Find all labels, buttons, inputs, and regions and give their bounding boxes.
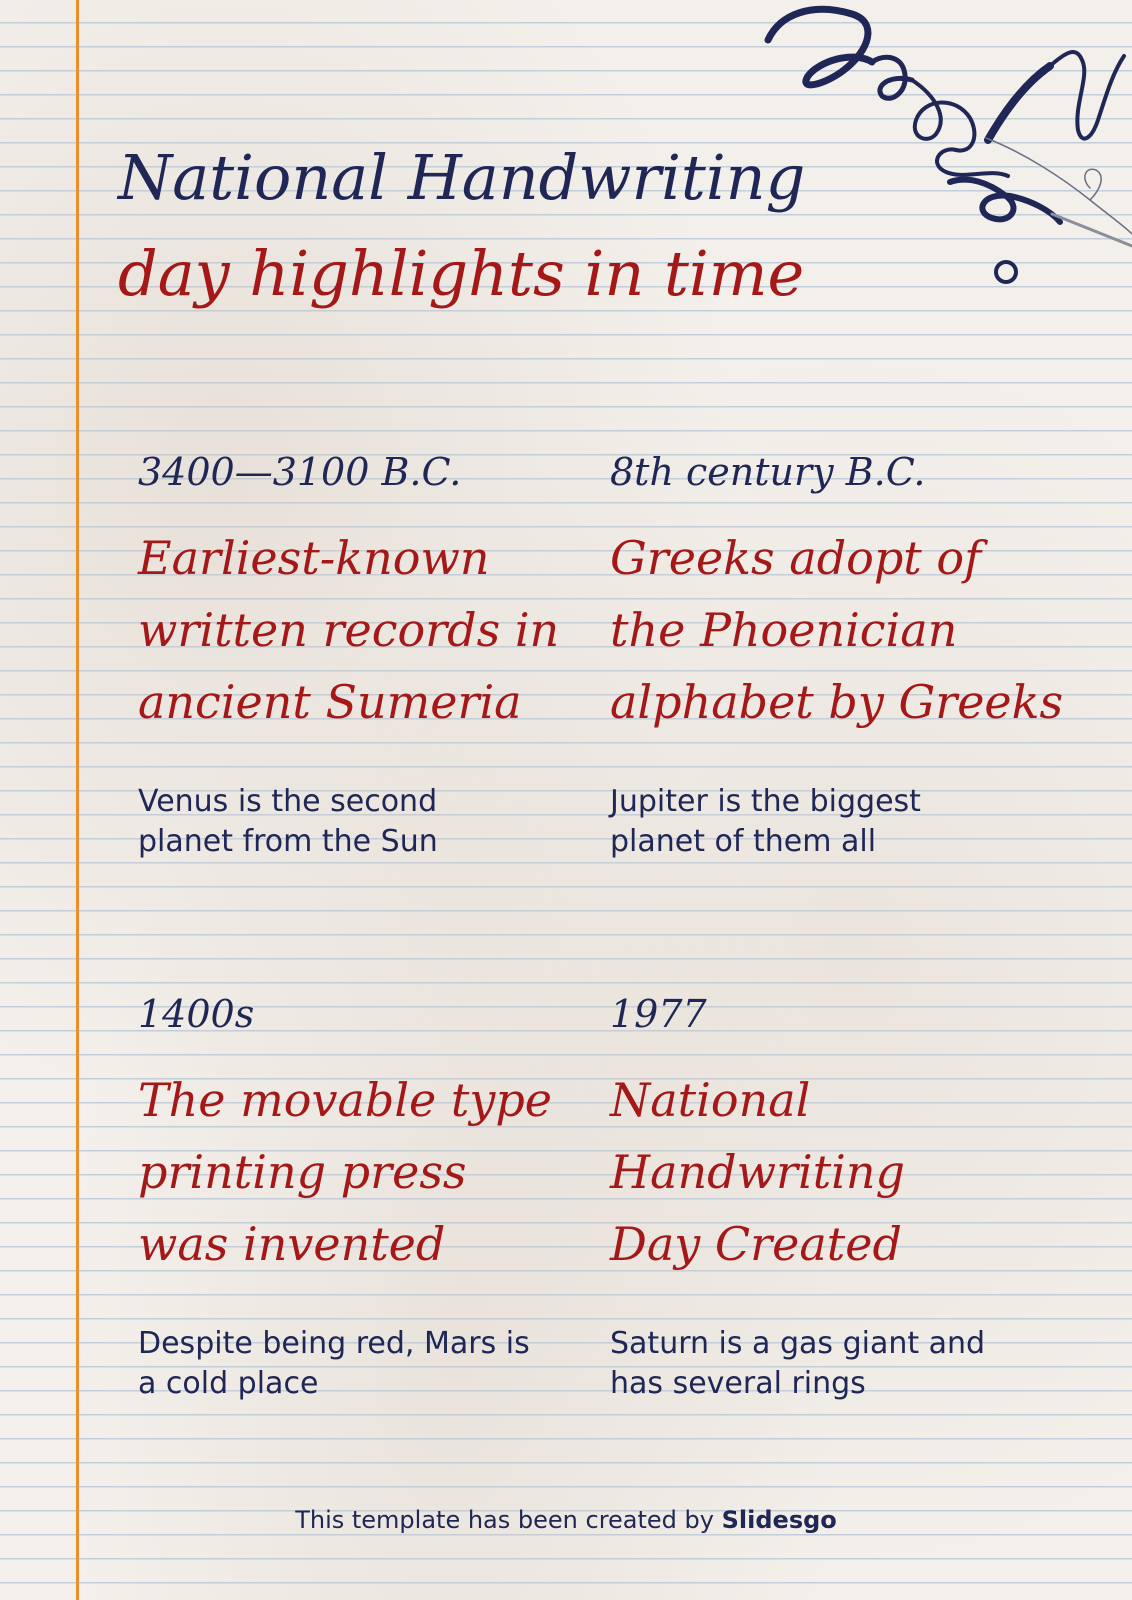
timeline-description-line: planet from the Sun [138, 824, 438, 859]
timeline-description [138, 782, 578, 862]
timeline-heading-line: alphabet by Greeks [610, 675, 1064, 729]
timeline-date: 8th century B.C. [610, 450, 926, 494]
timeline-description-line: has several rings [610, 1366, 866, 1401]
timeline-heading [610, 1064, 1080, 1280]
timeline-date: 1400s [138, 992, 255, 1036]
timeline-heading-line: ancient Sumeria [138, 675, 522, 729]
timeline-heading [610, 522, 1080, 738]
timeline-item-3 [138, 990, 598, 1404]
timeline-item-4 [610, 990, 1080, 1404]
timeline-heading-line: was invented [138, 1217, 446, 1271]
footer-brand-link[interactable]: Slidesgo [721, 1506, 837, 1534]
page-title-line-2: day highlights in time [118, 237, 805, 310]
timeline-date: 3400—3100 B.C. [138, 450, 462, 494]
timeline-heading-line: The movable type [138, 1073, 553, 1127]
footer-text: This template has been created by [295, 1506, 714, 1534]
notebook-margin-line [76, 0, 79, 1600]
timeline-heading-line: written records in [138, 603, 560, 657]
timeline-heading-line: National [610, 1073, 811, 1127]
timeline-date: 1977 [610, 992, 707, 1036]
timeline-description [138, 1324, 598, 1404]
timeline-description-line: planet of them all [610, 824, 877, 859]
timeline-item-1 [138, 448, 578, 862]
timeline-description-line: Saturn is a gas giant and [610, 1326, 986, 1361]
page-title-line-1: National Handwriting [118, 141, 806, 214]
timeline-description-line: Despite being red, Mars is [138, 1326, 530, 1361]
timeline-description [610, 782, 1080, 862]
timeline-heading [138, 522, 578, 738]
timeline-heading-line: printing press [138, 1145, 467, 1199]
timeline-heading-line: Day Created [610, 1217, 902, 1271]
timeline-description-line: Venus is the second [138, 784, 438, 819]
timeline-heading-line: Greeks adopt of [610, 531, 982, 585]
timeline-heading-line: Earliest-known [138, 531, 490, 585]
timeline-heading [138, 1064, 598, 1280]
timeline-heading-line: Handwriting [610, 1145, 905, 1199]
timeline-description [610, 1324, 1080, 1404]
timeline-description-line: Jupiter is the biggest [610, 784, 921, 819]
page-title [118, 130, 918, 322]
footer-credit [0, 1500, 1132, 1540]
timeline-description-line: a cold place [138, 1366, 319, 1401]
timeline-item-2 [610, 448, 1080, 862]
timeline-heading-line: the Phoenician [610, 603, 958, 657]
